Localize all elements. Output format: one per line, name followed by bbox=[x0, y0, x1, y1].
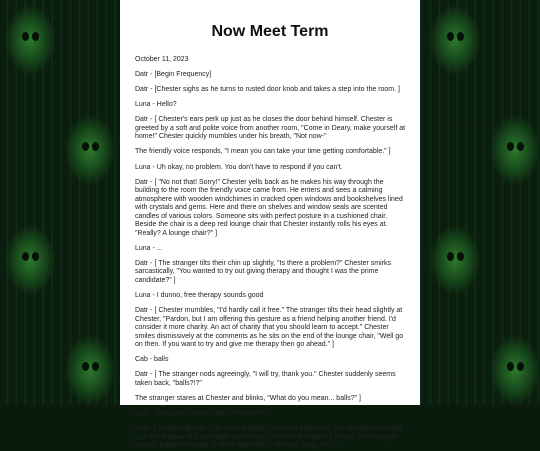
transcript-line: Luna - Uh okay, no problem. You don't have to respond if you can't. bbox=[135, 163, 343, 171]
ghost-eye-icon bbox=[507, 142, 514, 151]
transcript-line: Datr - [Begin Frequency] bbox=[135, 71, 212, 79]
ghost-eye-icon bbox=[32, 252, 39, 261]
transcript-line: Datr - [Chester sighs as he turns to rusted door knob and takes a step into the room. ] bbox=[135, 86, 400, 94]
ghost-eye-icon bbox=[457, 32, 464, 41]
transcript-line: The friendly voice responds, "I mean you can take your time getting comfortable." ] bbox=[135, 148, 391, 156]
transcript-line: Cab - Jesus you can not catch a break, huh. bbox=[135, 409, 272, 417]
ghost-eye-icon bbox=[32, 32, 39, 41]
content-page bbox=[120, 0, 420, 449]
ghost-eye-icon bbox=[447, 252, 454, 261]
ghost-eye-icon bbox=[82, 142, 89, 151]
ghost-eye-icon bbox=[22, 252, 29, 261]
transcript-line: Luna - Hello? bbox=[135, 101, 177, 109]
transcript-line: Datr - [ The stranger nods agreeingly, "I will try, thank you." Chester suddenly seems taken back, "balls?!?" bbox=[135, 371, 396, 387]
post-date: October 11, 2023 bbox=[135, 56, 189, 63]
ghost-eye-icon bbox=[517, 142, 524, 151]
ghost-eye-icon bbox=[507, 362, 514, 371]
transcript-line: Datr - [ The stranger tilts their chin up slightly, "Is there a problem?" Chester smirks sarcastically, "You wanted to try out giving therapy and thought I was the prime candidate?" ] bbox=[135, 259, 392, 284]
transcript-line: Luna - I dunno, free therapy sounds good bbox=[135, 291, 264, 299]
ghost-eye-icon bbox=[92, 142, 99, 151]
transcript-line: Datr - [ Chester mumbles, "I'd hardly call it free." The stranger tilts their head slightly at Chester, "Pardon, but I am offering this gesture as a friend helping another friend. I'd consider it more charity. An act of charity that you should learn to accept." Chester smiles dismissively at the comments as he sits on the end of the lounge chair, "Well go on then. If you want to try and give me therapy then go ahead." ] bbox=[135, 307, 404, 349]
transcript-line: Luna - ... bbox=[135, 244, 163, 252]
ghost-eye-icon bbox=[447, 32, 454, 41]
transcript-line: Datr - [ Chester's ears perk up just as he closes the door behind himself. Chester is greeted by a soft and polite voice from another room, "Come in Deary, make yourself at home!" Chester quickly mumbles under his breath, "Not now-" bbox=[135, 116, 406, 141]
transcript-line: Datr - [ Chester growls, "Me catch a break? You said balls first!" The stranger sets their cup of tea down to a side table as he leans in closer to inspect Chester. The stranger sounds mildly confused, "I never said balls... Are you doing ok?" ] bbox=[135, 425, 404, 449]
transcript-line: Datr - [ "No not that! Sorry!" Chester yells back as he makes his way through the building to the room the friendly voice came from. He enters and sees a calming atmosphere with wooden windchimes in cracked open windows and bookshelves lined with crystals and gems. Here and there on shelves and window seals are scented candles of various colors. Someone sits with perfect posture in a cushioned chair. Beside the chair is a deep red lounge chair that Chester instantly rolls his eyes at. "Really? A lounge chair?" ] bbox=[135, 178, 403, 237]
transcript-line: Cab - balls bbox=[135, 356, 169, 364]
ghost-eye-icon bbox=[457, 252, 464, 261]
ghost-eye-icon bbox=[92, 362, 99, 371]
transcript-body bbox=[120, 56, 420, 451]
ghost-eye-icon bbox=[82, 362, 89, 371]
ghost-eye-icon bbox=[22, 32, 29, 41]
ghost-eye-icon bbox=[517, 362, 524, 371]
page-title: Now Meet Term bbox=[211, 23, 329, 40]
transcript-line: The stranger stares at Chester and blinks, "What do you mean... balls?" ] bbox=[135, 394, 361, 402]
